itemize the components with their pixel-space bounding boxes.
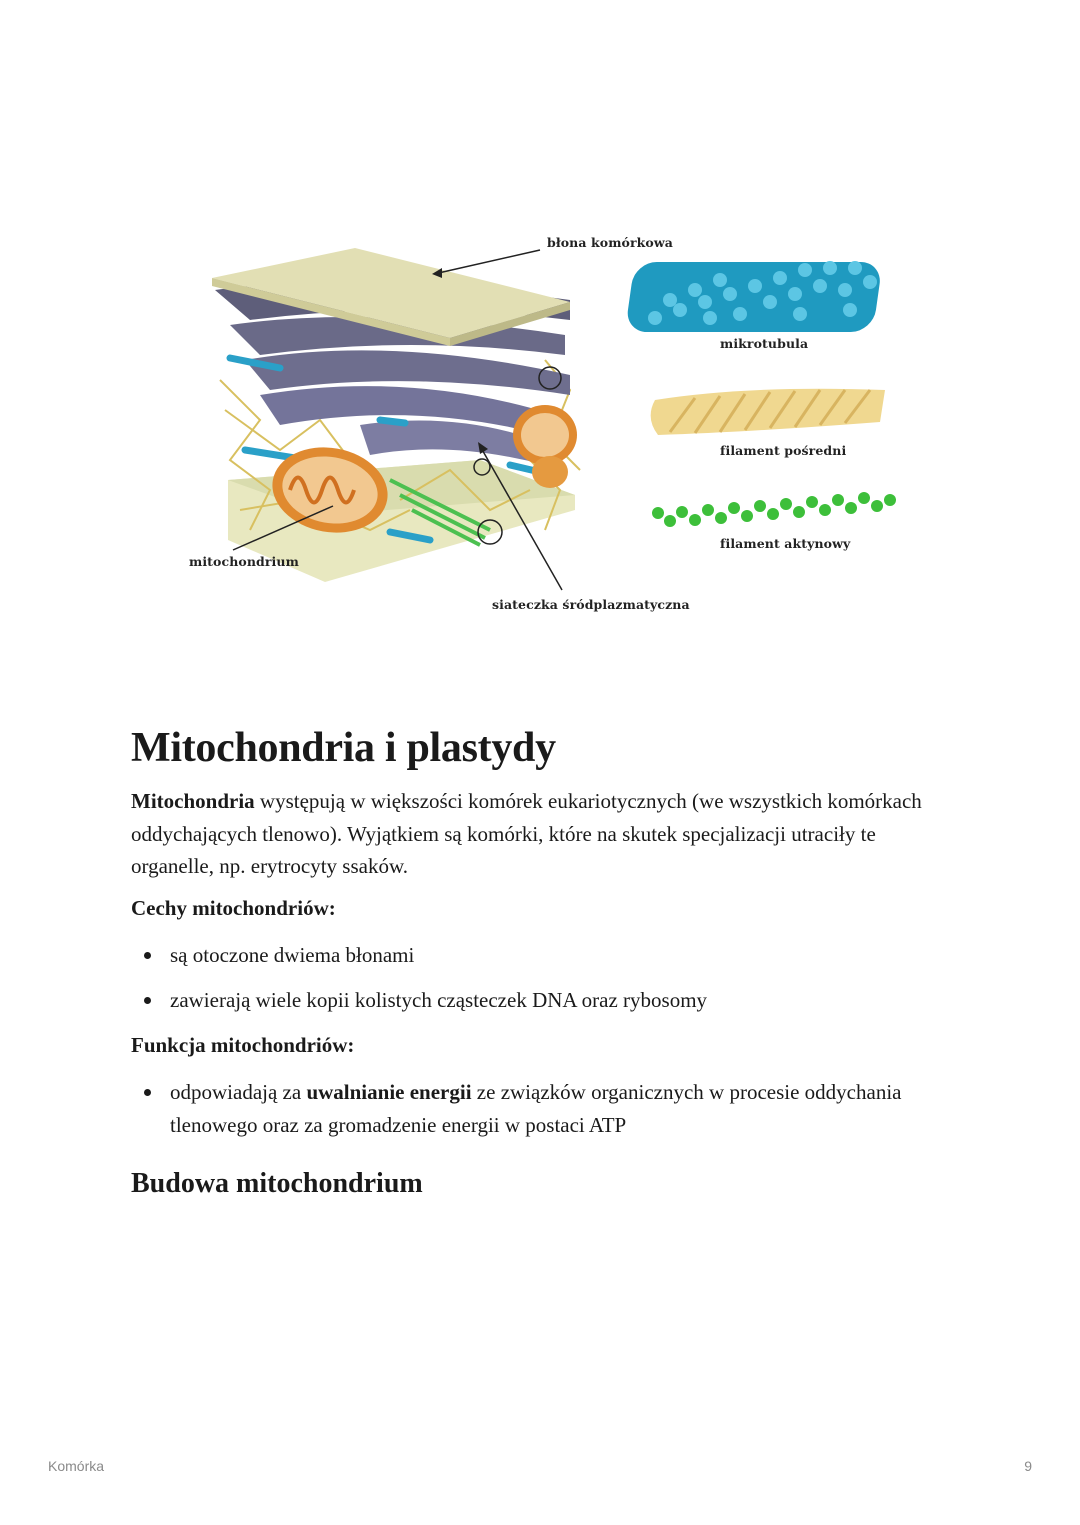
function-text-bold: uwalnianie energii [306,1080,472,1104]
intro-paragraph [131,785,961,883]
list-item [131,1076,951,1141]
microtubule-sample [625,261,883,332]
list-item: zawierają wiele kopii kolistych cząsteczek DNA oraz rybosomy [131,984,951,1017]
features-heading: Cechy mitochondriów: [131,896,336,920]
label-mitochondrion: mitochondrium [189,554,299,569]
features-list [131,939,951,1016]
list-item: są otoczone dwiema błonami [131,939,951,972]
label-cell-membrane: błona komórkowa [547,235,673,250]
cytoskeleton-illustration [150,210,930,640]
function-list [131,1076,951,1141]
footer-chapter: Komórka [48,1458,105,1474]
function-text-post: ze związków organicznych w procesie oddychania tlenowego oraz za gromadzenie energii w postaci ATP [170,1080,902,1137]
page-title: Mitochondria i plastydy [131,725,556,771]
label-endoplasmic-reticulum: siateczka śródplazmatyczna [492,597,690,612]
intro-bold: Mitochondria [131,789,255,813]
intro-text: występują w większości komórek eukariotycznych (we wszystkich komórkach oddychających tlenowo). Wyjątkiem są komórki, które na skutek specjalizacji utraciły te organelle, np. erytrocyty ssaków. [131,789,922,878]
cytoskeleton-figure [150,210,930,640]
function-heading: Funkcja mitochondriów: [131,1033,355,1057]
label-actin-filament: filament aktynowy [720,536,851,551]
section-heading: Budowa mitochondrium [131,1168,423,1199]
function-text-pre: odpowiadają za [170,1080,307,1104]
label-intermediate-filament: filament pośredni [720,443,847,458]
actin-filament-sample [652,492,896,527]
footer-page-number: 9 [1024,1458,1032,1474]
intermediate-filament-sample [651,389,885,435]
label-microtubule: mikrotubula [720,336,809,351]
